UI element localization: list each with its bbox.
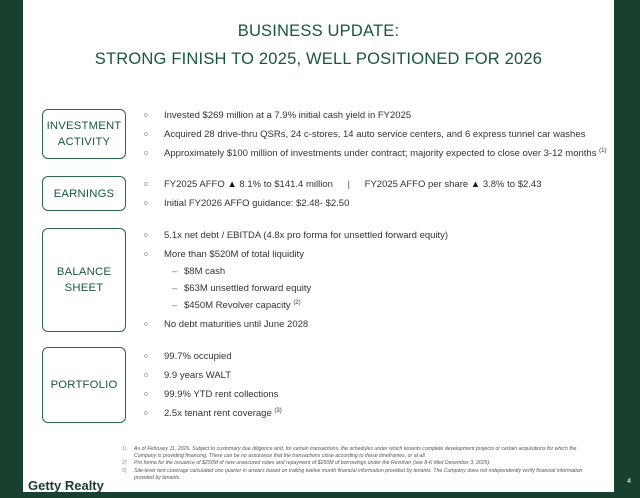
balance-sheet-label-box: [42, 228, 126, 332]
investment-label-line-2: ACTIVITY: [57, 136, 111, 148]
footnote-3-number: 3): [122, 467, 127, 474]
balance-label-line-1: BALANCE: [56, 266, 112, 278]
footnote-2-number: 2): [122, 460, 127, 467]
affo-label: FY2025 AFFO: [164, 179, 225, 190]
up-triangle-icon: ▲: [227, 179, 237, 190]
bullet-marker: o: [144, 131, 148, 138]
footnote-2-text: Pro forma for the issuance of $250M of new unsecured notes and repayment of $250M of borrowings under the Revolver (see 8-K filed December 3, 2025).: [134, 460, 491, 467]
bullet-marker: o: [144, 372, 148, 379]
footnote-1: [122, 446, 592, 460]
bullet-marker: o: [144, 232, 148, 239]
left-accent-bar: [0, 0, 23, 498]
footnote-3-text: Site-level rent coverage calculated one quarter in arrears based on trailing twelve month financial information provided by tenants. The Company does not independently verify financial information provided by tenants.: [134, 467, 583, 481]
balance-bullet-1-text: 5.1x net debt / EBITDA (4.8x pro forma for unsettled forward equity): [164, 230, 449, 241]
portfolio-bullet-2-text: 9.9 years WALT: [164, 370, 232, 381]
bullet-marker: o: [144, 410, 148, 417]
bullet-marker: o: [144, 150, 148, 157]
sub-marker: –: [172, 300, 178, 311]
investment-bullet-3-text: Approximately $100 million of investments under contract; majority expected to close over 3-12 months: [164, 148, 597, 159]
earnings-label: EARNINGS: [53, 187, 115, 200]
investment-label-line-1: INVESTMENT: [46, 120, 122, 132]
affo-per-share-growth: 3.8% to $2.43: [482, 179, 542, 190]
bullet-marker: o: [144, 181, 148, 188]
footnote-1-text: As of February 11, 2026. Subject to customary due diligence and, for certain transactions, the schedules under which tenants complete development projects or certain acquisitions for which the Company is providing financing. There can be no assurance that the transactions close according to these timeframes, or at all.: [134, 446, 577, 460]
affo-per-share-label: FY2025 AFFO per share: [364, 179, 469, 190]
portfolio-label: PORTFOLIO: [50, 379, 118, 391]
affo-growth: 8.1% to $141.4 million: [239, 179, 333, 190]
balance-bullet-3-text: No debt maturities until June 2028: [164, 319, 309, 330]
footnote-2: [122, 460, 592, 467]
earnings-bullet-2-text: Initial FY2026 AFFO guidance: $2.48- $2.50: [164, 198, 350, 209]
portfolio-bullet-4-text: 2.5x tenant rent coverage: [164, 408, 272, 419]
right-accent-bar: [614, 0, 640, 498]
footnote-ref-2: (2): [293, 300, 301, 306]
logo-text: Getty Realty: [28, 478, 104, 493]
balance-bullet-2-text: More than $520M of total liquidity: [164, 249, 304, 260]
liquidity-sub-item-1-text: $8M cash: [184, 266, 226, 277]
getty-realty-logo: [28, 478, 116, 493]
footnote-1-number: 1): [122, 446, 127, 452]
page-title-line-2: STRONG FINISH TO 2025, WELL POSITIONED FOR 2026: [94, 50, 543, 68]
sub-marker: –: [172, 283, 178, 294]
balance-label-line-2: SHEET: [64, 282, 104, 294]
up-triangle-icon: ▲: [470, 179, 481, 190]
page-number: 4: [627, 478, 631, 485]
investment-bullet-1-text: Invested $269 million at a 7.9% initial cash yield in FY2025: [164, 110, 412, 121]
earnings-label-box: [42, 176, 126, 211]
portfolio-bullet-3-text: 99.9% YTD rent collections: [164, 389, 279, 400]
bullet-marker: o: [144, 321, 148, 328]
liquidity-sub-item-3-text: $450M Revolver capacity: [184, 300, 291, 311]
bullet-marker: o: [144, 112, 148, 119]
sub-marker: –: [172, 266, 178, 277]
footnote-3: [122, 468, 592, 482]
bullet-marker: o: [144, 391, 148, 398]
portfolio-bullet-1-text: 99.7% occupied: [164, 351, 232, 362]
portfolio-label-box: [42, 347, 126, 423]
separator: |: [347, 179, 351, 190]
bullet-marker: o: [144, 353, 148, 360]
bullet-marker: o: [144, 251, 148, 258]
investment-bullet-2-text: Acquired 28 drive-thru QSRs, 24 c-stores, 14 auto service centers, and 6 express tunnel car washes: [164, 129, 586, 140]
footnote-ref-1: (1): [599, 148, 607, 154]
footnotes: [122, 446, 592, 482]
footnote-ref-3: (3): [274, 408, 282, 414]
liquidity-sub-item-2-text: $63M unsettled forward equity: [184, 283, 312, 294]
investment-activity-label-box: [42, 109, 126, 159]
page-title-line-1: BUSINESS UPDATE:: [237, 22, 400, 40]
bullet-marker: o: [144, 200, 148, 207]
